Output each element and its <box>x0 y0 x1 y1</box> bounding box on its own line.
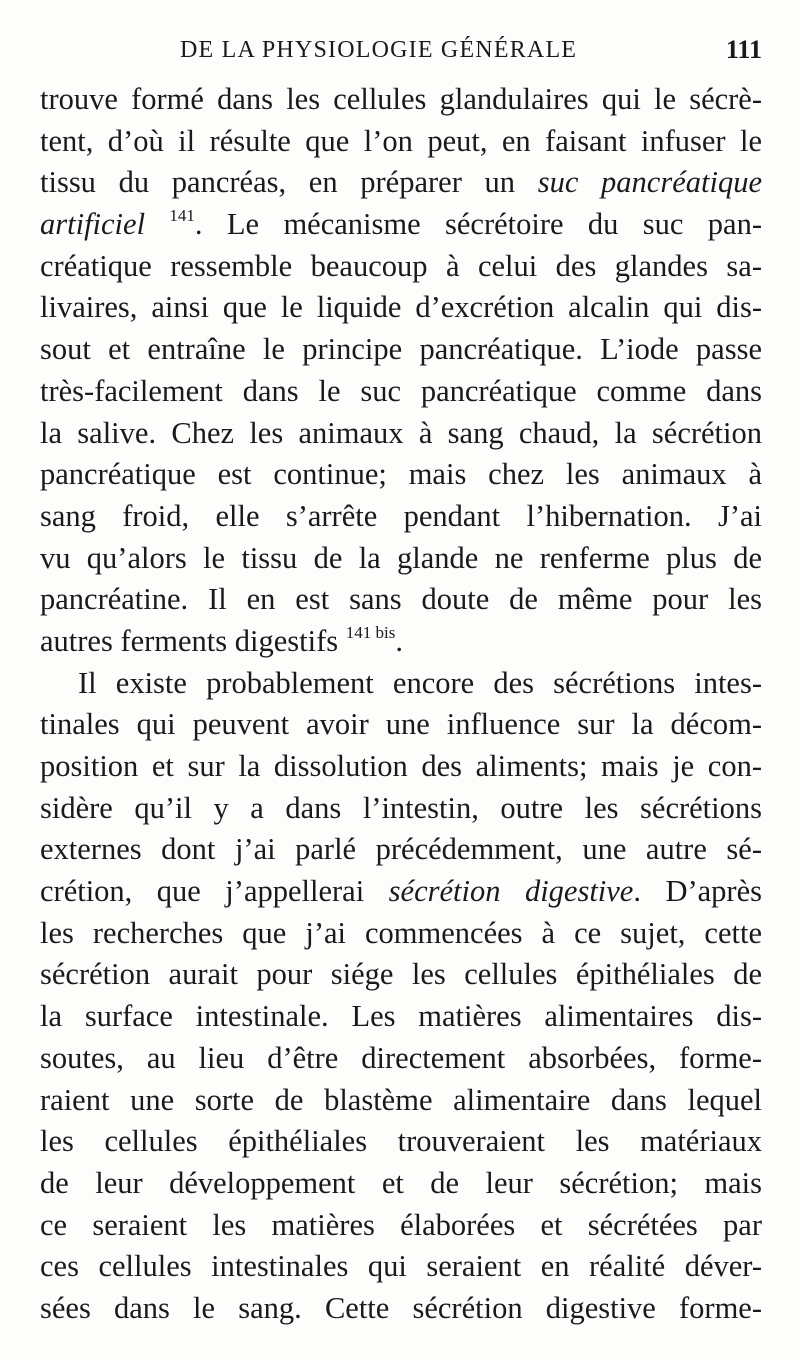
text-line: raient une sorte de blastème alimentaire dans lequel <box>40 1082 762 1117</box>
text-line: trouve formé dans les cellules glandulaires qui le sécrè- <box>40 82 762 116</box>
text-line: autres ferments digestifs $^{141 bis}$. <box>40 622 403 658</box>
text-line: ces cellules intestinales qui seraient en réalité déver- <box>40 1249 762 1284</box>
text-line: externes dont j’ai parlé précédemment, une autre sé- <box>40 832 762 867</box>
text-line: de leur développement et de leur sécrétion; mais <box>40 1165 762 1200</box>
text-line: la salive. Chez les animaux à sang chaud, la sécrétion <box>40 415 762 450</box>
italic-term: artificiel <box>40 207 146 242</box>
footnote-ref: 141 bis <box>345 622 396 642</box>
text-line: sidère qu’il y a dans l’intestin, outre les sécrétions <box>40 790 762 825</box>
text-line: vu qu’alors le tissu de la glande ne renferme plus de <box>40 540 762 575</box>
text-line: sées dans le sang. Cette sécrétion digestive forme- <box>40 1290 762 1325</box>
text-line: les recherches que j’ai commencées à ce sujet, cette <box>40 915 762 950</box>
text-line: sécrétion aurait pour siége les cellules épithéliales de <box>40 957 762 992</box>
text-line: tinales qui peuvent avoir une influence sur la décom- <box>40 707 762 742</box>
text-line: tent, d’où il résulte que l’on peut, en faisant infuser le <box>40 123 762 158</box>
text-line: créatique ressemble beaucoup à celui des glandes sa- <box>40 248 762 283</box>
text-line: tissu du pancréas, en préparer un suc pancréatique <box>40 165 762 200</box>
text-line: ce seraient les matières élaborées et sécrétées par <box>40 1207 762 1242</box>
page-header <box>40 34 762 74</box>
text-line: sang froid, elle s’arrête pendant l’hibernation. J’ai <box>40 498 762 533</box>
text-line: artificiel $^{141}$. Le mécanisme sécrétoire du suc pan- <box>40 206 762 242</box>
paragraph-start-line: Il existe probablement encore des sécrétions intes- <box>78 665 762 700</box>
text-line: très-facilement dans le suc pancréatique comme dans <box>40 373 762 408</box>
text-line: soutes, au lieu d’être directement absorbées, forme- <box>40 1040 762 1075</box>
body-text <box>40 79 762 1330</box>
text-line: livaires, ainsi que le liquide d’excrétion alcalin qui dis- <box>40 290 762 325</box>
italic-term: sécrétion digestive <box>388 874 634 909</box>
text-line: sout et entraîne le principe pancréatique. L’iode passe <box>40 332 762 367</box>
text-line: pancréatine. Il en est sans doute de même pour les <box>40 582 762 617</box>
page-number: 111 <box>725 35 762 64</box>
text-line: crétion, que j’appellerai sécrétion digestive. D’après <box>40 874 762 909</box>
text-line: pancréatique est continue; mais chez les animaux à <box>40 457 762 492</box>
running-head: DE LA PHYSIOLOGIE GÉNÉRALE <box>180 37 578 63</box>
text-line: position et sur la dissolution des aliments; mais je con- <box>40 749 762 783</box>
text-line: les cellules épithéliales trouveraient les matériaux <box>40 1124 762 1159</box>
italic-term: suc pancréatique <box>537 165 762 200</box>
text-line: la surface intestinale. Les matières alimentaires dis- <box>40 999 762 1034</box>
footnote-ref: 141 <box>169 206 195 226</box>
